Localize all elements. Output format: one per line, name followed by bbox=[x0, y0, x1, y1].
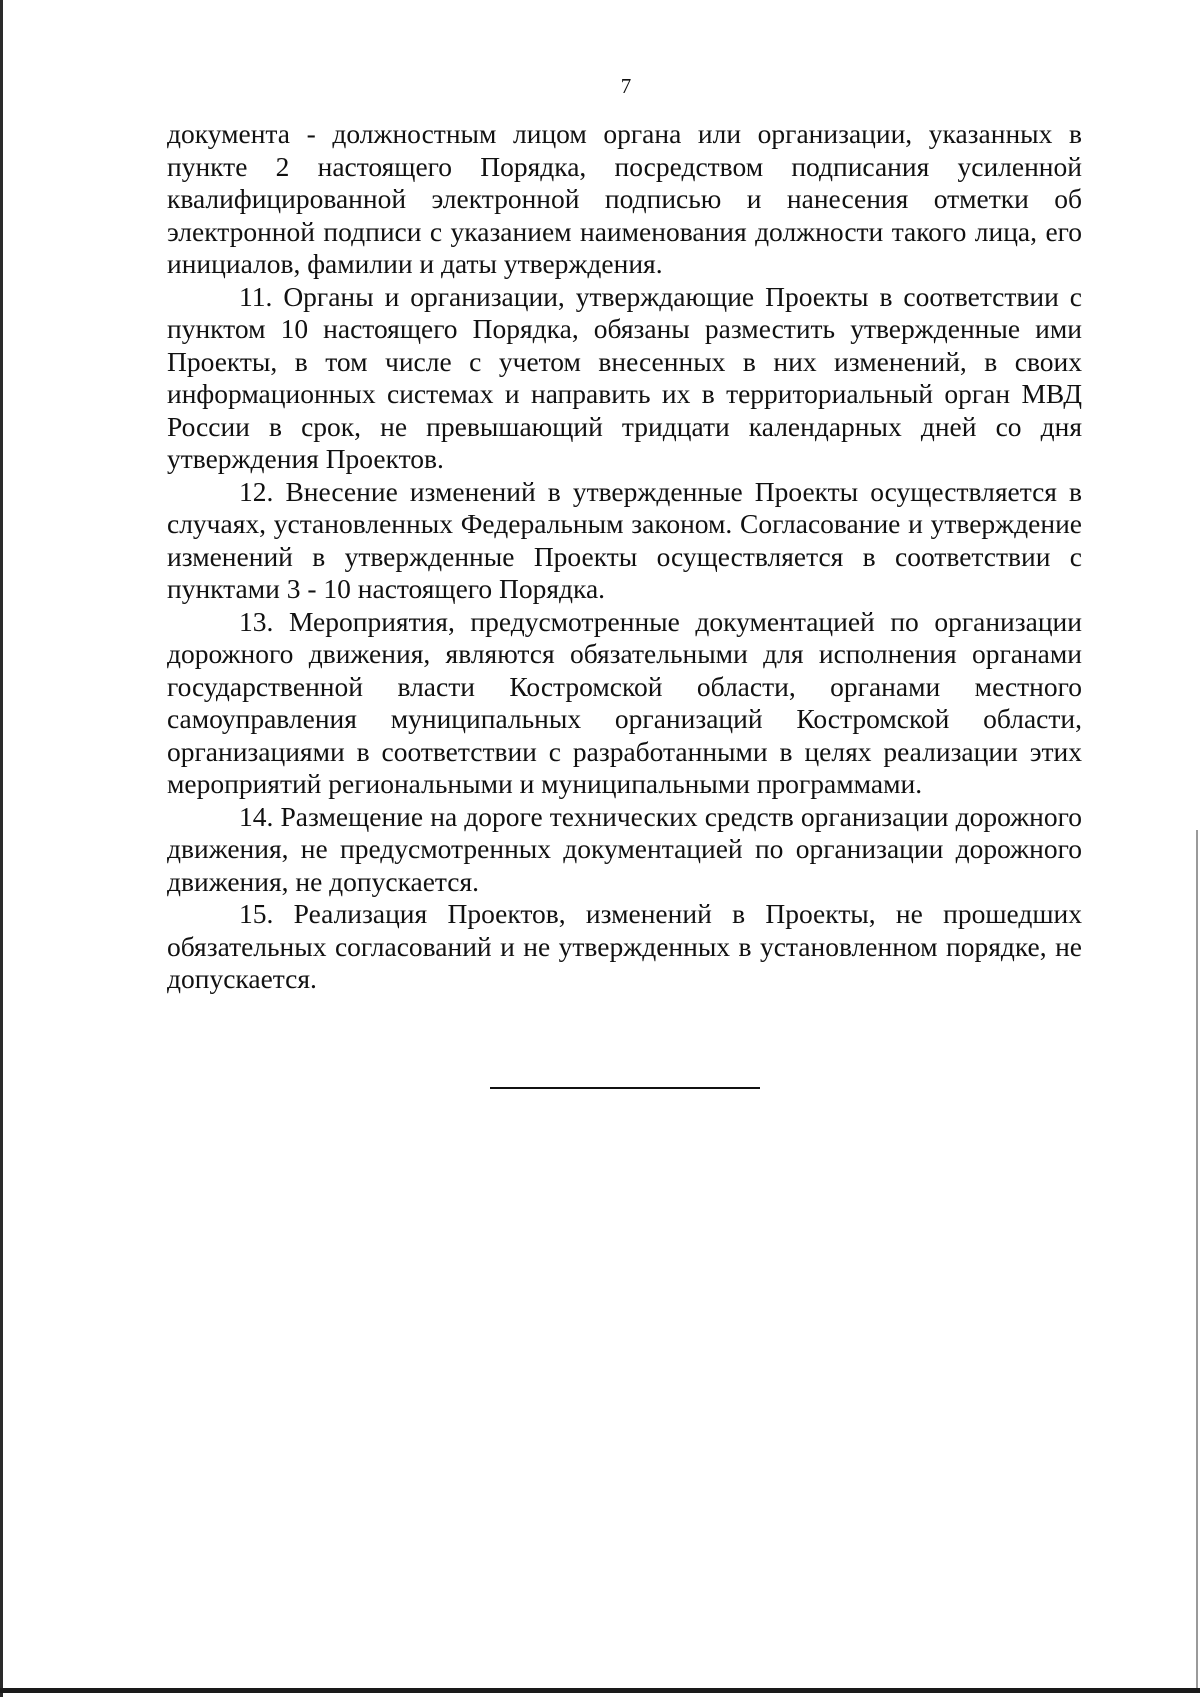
paragraph-continuation: документа - должностным лицом органа или организации, указанных в пункте 2 настоящего Порядка, посредством подписания усиленной квалифицированной электронной подписью и нанесения отметки об электронной подписи с указанием наименования должности такого лица, его инициалов, фамилии и даты утверждения. bbox=[167, 118, 1082, 279]
paragraph-14: 14. Размещение на дороге технических средств организации дорожного движения, не предусмотренных документацией по организации дорожного движения, не допускается. bbox=[167, 800, 1082, 897]
paragraph-15: 15. Реализация Проектов, изменений в Проекты, не прошедших обязательных согласований и не утвержденных в установленном порядке, не допускается. bbox=[167, 898, 1082, 994]
paragraph-12: 12. Внесение изменений в утвержденные Проекты осуществляется в случаях, установленных Федеральным законом. Согласование и утверждение изменений в утвержденные Проекты осуществляется в соответствии с пунктами 3 - 10 настоящего Порядка. bbox=[167, 475, 1082, 604]
paragraph-13: 13. Мероприятия, предусмотренные документацией по организации дорожного движения, являются обязательными для исполнения органами государственной власти Костромской области, органами местного самоуправления муниципальных организаций Костромской области, организациями в соответствии с разработанными в целях реализации этих мероприятий региональными и муниципальными программами. bbox=[167, 605, 1082, 799]
scan-edge-left bbox=[0, 0, 3, 1697]
paragraph-11: 11. Органы и организации, утверждающие Проекты в соответствии с пунктом 10 настоящего Порядка, обязаны разместить утвержденные ими Проекты, в том числе с учетом внесенных в них изменений, в своих информационных системах и направить их в территориальный орган МВД России в срок, не превышающий тридцати календарных дней со дня утверждения Проектов. bbox=[167, 280, 1082, 474]
document-body bbox=[167, 118, 1082, 996]
end-separator-line bbox=[490, 1087, 760, 1089]
scan-edge-right bbox=[1196, 830, 1198, 1690]
page-number: 7 bbox=[620, 74, 632, 98]
scan-edge-bottom bbox=[0, 1688, 1200, 1693]
